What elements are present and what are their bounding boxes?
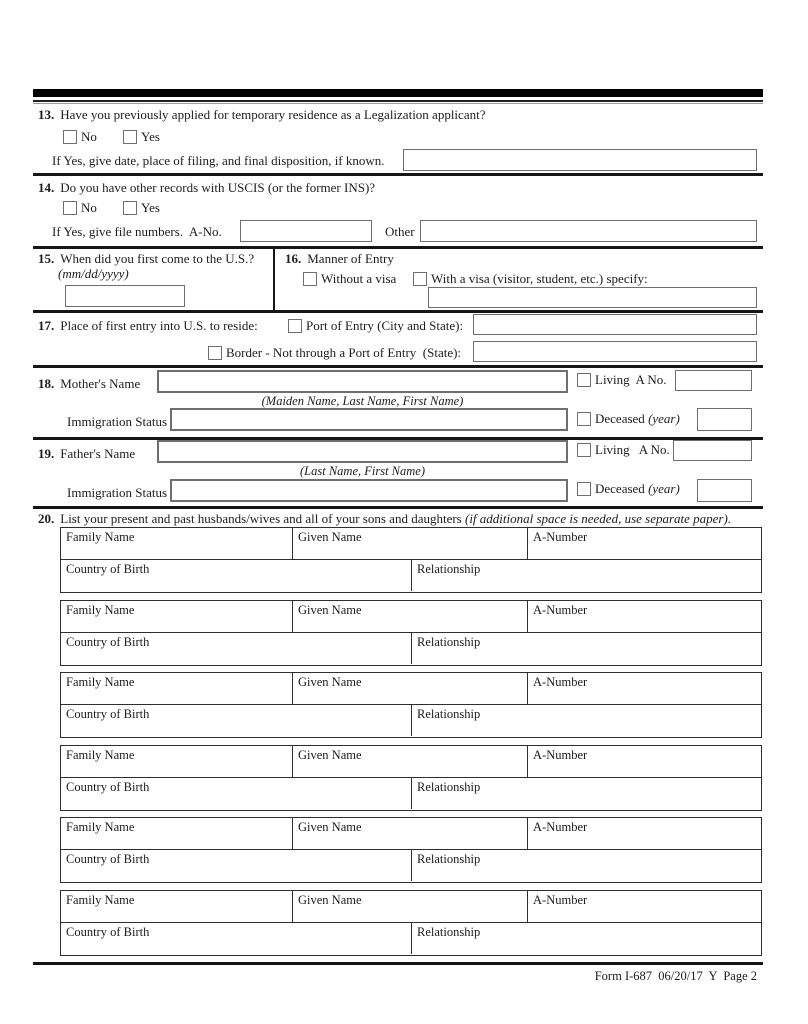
relationship-cell[interactable] — [412, 778, 761, 809]
q19-living-checkbox[interactable] — [577, 443, 591, 457]
q14-question: Do you have other records with USCIS (or the former INS)? — [60, 180, 376, 195]
q13-question: Have you previously applied for temporary residence as a Legalization applicant? — [60, 107, 486, 122]
q17-border-label: Border - Not through a Port of Entry (State): — [226, 345, 462, 360]
q16-question-line — [285, 251, 394, 267]
country-of-birth-label: Country of Birth — [66, 634, 150, 649]
q18-name-caption: (Maiden Name, Last Name, First Name) — [261, 394, 464, 408]
q20-question: List your present and past husbands/wives and all of your sons and daughters — [60, 511, 465, 526]
relationship-cell[interactable] — [412, 633, 761, 664]
page-footer: Form I-687 06/20/17 Y Page 2 — [594, 969, 757, 983]
family-entry-row1 — [61, 601, 761, 633]
q19-deceased-checkbox[interactable] — [577, 482, 591, 496]
q13-yes-label: Yes — [141, 129, 160, 144]
divider-after-q16 — [33, 310, 763, 313]
q18-living-checkbox[interactable] — [577, 373, 591, 387]
family-entry-row1 — [61, 528, 761, 560]
family-name-cell[interactable] — [61, 746, 293, 777]
q18-number: 18. — [38, 376, 55, 391]
a-number-cell[interactable] — [528, 818, 761, 849]
relationship-cell[interactable] — [412, 850, 761, 881]
q13-number: 13. — [38, 107, 55, 122]
q20-number: 20. — [38, 511, 55, 526]
q17-border-checkbox[interactable] — [208, 346, 222, 360]
q13-if-yes-input[interactable] — [403, 149, 757, 171]
family-name-label: Family Name — [66, 747, 135, 762]
a-number-cell[interactable] — [528, 673, 761, 704]
q14-no-label: No — [81, 200, 97, 215]
q14-no-checkbox[interactable] — [63, 201, 77, 215]
q19-a-number-input[interactable] — [673, 440, 752, 461]
a-number-label: A-Number — [533, 747, 588, 762]
family-entry-row2 — [61, 778, 761, 809]
q17-border-input[interactable] — [473, 341, 757, 362]
relationship-cell[interactable] — [412, 560, 761, 591]
family-name-label: Family Name — [66, 530, 135, 544]
family-entry — [60, 745, 762, 811]
q14-a-number-input[interactable] — [240, 220, 372, 242]
q13-yes-checkbox[interactable] — [123, 130, 137, 144]
q19-name-input[interactable] — [157, 440, 568, 463]
q19-deceased-label: Deceased — [595, 481, 649, 496]
a-number-cell[interactable] — [528, 746, 761, 777]
family-entry-row1 — [61, 673, 761, 705]
q14-number: 14. — [38, 180, 55, 195]
q16-question: Manner of Entry — [307, 251, 394, 266]
country-of-birth-label: Country of Birth — [66, 924, 150, 939]
q17-port-checkbox[interactable] — [288, 319, 302, 333]
a-number-label: A-Number — [533, 820, 588, 834]
given-name-cell[interactable] — [293, 746, 528, 777]
family-name-cell[interactable] — [61, 673, 293, 704]
country-of-birth-cell[interactable] — [61, 850, 412, 881]
given-name-cell[interactable] — [293, 528, 528, 559]
q19-deceased-label-line — [595, 481, 680, 497]
a-number-label: A-Number — [533, 530, 588, 544]
given-name-cell[interactable] — [293, 673, 528, 704]
relationship-label: Relationship — [417, 924, 481, 939]
family-entry-row2 — [61, 633, 761, 664]
family-name-cell[interactable] — [61, 818, 293, 849]
a-number-label: A-Number — [533, 602, 588, 617]
family-name-label: Family Name — [66, 602, 135, 617]
family-entry — [60, 527, 762, 593]
q18-year-input[interactable] — [697, 408, 752, 431]
q18-name-input[interactable] — [157, 370, 568, 393]
q17-question-line — [38, 318, 258, 334]
q13-no-checkbox[interactable] — [63, 130, 77, 144]
family-entry-row2 — [61, 705, 761, 736]
q15-date-input[interactable] — [65, 285, 185, 307]
q18-label: Mother's Name — [60, 376, 141, 391]
family-name-label: Family Name — [66, 820, 135, 834]
relationship-label: Relationship — [417, 634, 481, 649]
q16-with-visa-checkbox[interactable] — [413, 272, 427, 286]
q16-without-visa-label: Without a visa — [321, 271, 397, 286]
a-number-cell[interactable] — [528, 601, 761, 632]
family-entry — [60, 817, 762, 883]
q20-question-line — [38, 511, 731, 527]
family-entry-row2 — [61, 850, 761, 881]
divider-after-q17 — [33, 365, 763, 368]
given-name-label: Given Name — [298, 747, 362, 762]
q18-deceased-label: Deceased — [595, 411, 649, 426]
q13-no-label: No — [81, 129, 97, 144]
family-entry-row2 — [61, 923, 761, 954]
family-name-cell[interactable] — [61, 528, 293, 559]
family-entry — [60, 672, 762, 738]
country-of-birth-cell[interactable] — [61, 705, 412, 736]
q19-number: 19. — [38, 446, 55, 461]
a-number-label: A-Number — [533, 892, 588, 907]
family-entry-row1 — [61, 818, 761, 850]
relationship-label: Relationship — [417, 852, 481, 866]
country-of-birth-label: Country of Birth — [66, 707, 150, 721]
given-name-cell[interactable] — [293, 818, 528, 849]
family-name-cell[interactable] — [61, 891, 293, 922]
q20-question-note: (if additional space is needed, use separate paper). — [464, 511, 732, 526]
a-number-cell[interactable] — [528, 528, 761, 559]
divider-after-q14 — [33, 246, 763, 249]
relationship-cell[interactable] — [412, 705, 761, 736]
q18-immigration-status-input[interactable] — [170, 408, 568, 431]
given-name-cell[interactable] — [293, 891, 528, 922]
q17-number: 17. — [38, 318, 55, 333]
relationship-label: Relationship — [417, 562, 481, 576]
q13-if-yes-label: If Yes, give date, place of filing, and final disposition, if known. — [52, 153, 385, 168]
relationship-label: Relationship — [417, 779, 481, 794]
given-name-label: Given Name — [298, 675, 362, 689]
family-entry-row1 — [61, 891, 761, 923]
q18-living-label: Living A No. — [595, 372, 667, 387]
family-name-label: Family Name — [66, 675, 135, 689]
q17-question: Place of first entry into U.S. to reside: — [60, 318, 258, 333]
family-entry-row2 — [61, 560, 761, 591]
q15-number: 15. — [38, 251, 55, 266]
q15-question: When did you first come to the U.S.? — [60, 251, 255, 266]
divider-after-q13 — [33, 173, 763, 176]
given-name-label: Given Name — [298, 820, 362, 834]
q18-label-line — [38, 376, 140, 392]
divider-after-q19 — [33, 506, 763, 509]
relationship-cell[interactable] — [412, 923, 761, 954]
q14-yes-label: Yes — [141, 200, 160, 215]
given-name-cell[interactable] — [293, 601, 528, 632]
q13-question-line — [38, 107, 485, 123]
country-of-birth-cell[interactable] — [61, 778, 412, 809]
q15-question-line — [38, 251, 254, 267]
q19-deceased-year-hint: (year) — [648, 481, 680, 496]
country-of-birth-label: Country of Birth — [66, 562, 150, 576]
q14-if-yes-label: If Yes, give file numbers. A-No. — [52, 224, 222, 239]
q14-other-input[interactable] — [420, 220, 757, 242]
top-rule-shadow — [33, 103, 763, 104]
q16-without-visa-checkbox[interactable] — [303, 272, 317, 286]
family-entry-row1 — [61, 746, 761, 778]
q19-living-label: Living A No. — [595, 442, 670, 457]
given-name-label: Given Name — [298, 892, 362, 907]
family-entry — [60, 600, 762, 666]
q18-a-number-input[interactable] — [675, 370, 752, 391]
country-of-birth-cell[interactable] — [61, 923, 412, 954]
q14-yes-checkbox[interactable] — [123, 201, 137, 215]
relationship-label: Relationship — [417, 707, 481, 721]
a-number-cell[interactable] — [528, 891, 761, 922]
given-name-label: Given Name — [298, 602, 362, 617]
q19-immigration-status-label: Immigration Status — [67, 485, 168, 500]
family-name-cell[interactable] — [61, 601, 293, 632]
q16-specify-input[interactable] — [428, 287, 757, 308]
top-bar — [33, 89, 763, 97]
q15-format-hint: (mm/dd/yyyy) — [58, 266, 129, 281]
country-of-birth-label: Country of Birth — [66, 852, 150, 866]
q19-label: Father's Name — [60, 446, 136, 461]
q16-with-visa-label: With a visa (visitor, student, etc.) specify: — [431, 271, 648, 286]
a-number-label: A-Number — [533, 675, 588, 689]
q18-deceased-checkbox[interactable] — [577, 412, 591, 426]
country-of-birth-cell[interactable] — [61, 560, 412, 591]
family-name-label: Family Name — [66, 892, 135, 907]
q18-deceased-label-line — [595, 411, 680, 427]
q19-year-input[interactable] — [697, 479, 752, 502]
country-of-birth-cell[interactable] — [61, 633, 412, 664]
given-name-label: Given Name — [298, 530, 362, 544]
q16-number: 16. — [285, 251, 302, 266]
q19-name-caption: (Last Name, First Name) — [300, 464, 425, 478]
q18-deceased-year-hint: (year) — [648, 411, 680, 426]
q19-immigration-status-input[interactable] — [170, 479, 568, 502]
family-table — [60, 527, 762, 962]
q17-port-input[interactable] — [473, 314, 757, 335]
q14-other-label: Other — [385, 224, 415, 239]
country-of-birth-label: Country of Birth — [66, 779, 150, 794]
q14-question-line — [38, 180, 375, 196]
q19-label-line — [38, 446, 135, 462]
q18-immigration-status-label: Immigration Status — [67, 414, 168, 429]
q17-port-label: Port of Entry (City and State): — [306, 318, 464, 333]
q15-q16-divider — [273, 249, 275, 310]
bottom-rule — [33, 962, 763, 965]
family-entry — [60, 890, 762, 956]
